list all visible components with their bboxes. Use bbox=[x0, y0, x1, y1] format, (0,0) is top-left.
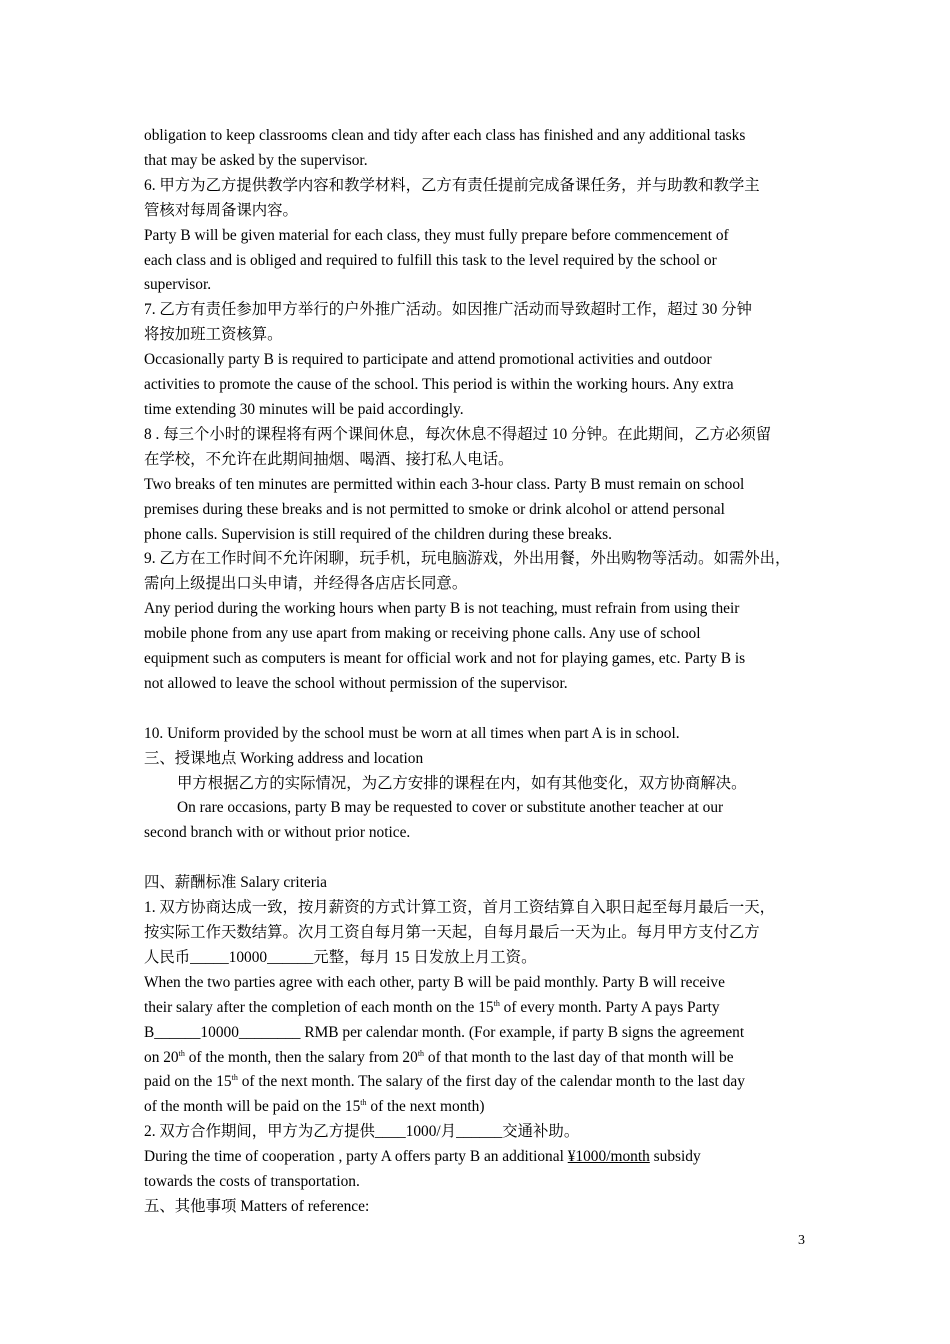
text-line: 按实际工作天数结算。次月工资自每月第一天起，自每月最后一天为止。每月甲方支付乙方 bbox=[144, 923, 760, 941]
text-line: towards the costs of transportation. bbox=[144, 1173, 360, 1191]
text-line: 人民币_____10000______元整，每月 15 日发放上月工资。 bbox=[144, 948, 537, 966]
text-line: B______10000________ RMB per calendar month. (For example, if party B signs the agreement bbox=[144, 1023, 745, 1041]
text-line: 甲方根据乙方的实际情况，为乙方安排的课程在内，如有其他变化，双方协商解决。 bbox=[177, 774, 747, 792]
text-line: 需向上级提出口头申请，并经得各店店长同意。 bbox=[144, 575, 468, 593]
text-line bbox=[144, 1095, 816, 1120]
text-run: of that month to the last day of that month will be bbox=[424, 1048, 734, 1066]
text-line: On rare occasions, party B may be requested to cover or substitute another teacher at our bbox=[177, 799, 724, 817]
ordinal-suffix: th bbox=[493, 998, 500, 1008]
text-line: phone calls. Supervision is still required of the children during these breaks. bbox=[144, 525, 613, 543]
text-line: not allowed to leave the school without permission of the supervisor. bbox=[144, 674, 568, 692]
ordinal-suffix: th bbox=[360, 1098, 367, 1108]
clause-7-heading: 7. 乙方有责任参加甲方举行的户外推广活动。如因推广活动而导致超时工作，超过 30 分钟 bbox=[144, 301, 752, 319]
text-line: that may be asked by the supervisor. bbox=[144, 151, 368, 169]
ordinal-suffix: th bbox=[178, 1048, 185, 1058]
page-body bbox=[144, 124, 816, 1220]
salary-clause-1: 1. 双方协商达成一致，按月薪资的方式计算工资，首月工资结算自入职日起至每月最后一天， bbox=[144, 899, 776, 917]
text-line: obligation to keep classrooms clean and tidy after each class has finished and any additional tasks bbox=[144, 127, 746, 144]
subsidy-amount: ¥1000/month bbox=[567, 1148, 650, 1166]
clause-10: 10. Uniform provided by the school must be worn at all times when part A is in school. bbox=[144, 724, 680, 742]
section-4-heading: 四、薪酬标准 Salary criteria bbox=[144, 874, 327, 892]
text-line bbox=[144, 1046, 816, 1071]
text-line bbox=[144, 1145, 816, 1170]
clause-6-heading: 6. 甲方为乙方提供教学内容和教学材料，乙方有责任提前完成备课任务，并与助教和教学主 bbox=[144, 176, 760, 194]
clause-8-heading: 8 . 每三个小时的课程将有两个课间休息，每次休息不得超过 10 分钟。在此期间，乙方必须留 bbox=[144, 425, 772, 443]
text-run: of the next month. The salary of the first day of the calendar month to the last day bbox=[237, 1073, 745, 1091]
text-run: of the month will be paid on the 15 bbox=[144, 1098, 361, 1116]
clause-9-heading: 9. 乙方在工作时间不允许闲聊，玩手机，玩电脑游戏，外出用餐，外出购物等活动。如需外出， bbox=[144, 550, 791, 568]
text-line: mobile phone from any use apart from making or receiving phone calls. Any use of school bbox=[144, 625, 701, 643]
ordinal-suffix: th bbox=[417, 1048, 425, 1058]
text-line: Any period during the working hours when party B is not teaching, must refrain from using their bbox=[144, 600, 740, 618]
text-run: of the month, then the salary from 20 bbox=[184, 1048, 418, 1066]
text-line: 将按加班工资核算。 bbox=[144, 326, 283, 344]
text-run: During the time of cooperation , party A offers party B an additional bbox=[144, 1148, 568, 1166]
text-line: activities to promote the cause of the school. This period is within the working hours. Any extra bbox=[144, 376, 734, 394]
text-line: Occasionally party B is required to participate and attend promotional activities and outdoor bbox=[144, 351, 712, 369]
text-line bbox=[144, 1070, 816, 1095]
text-line: equipment such as computers is meant for official work and not for playing games, etc. Party B is bbox=[144, 650, 746, 668]
text-line: When the two parties agree with each other, party B will be paid monthly. Party B will receive bbox=[144, 973, 725, 991]
text-run: paid on the 15 bbox=[144, 1073, 232, 1091]
text-line: Two breaks of ten minutes are permitted within each 3-hour class. Party B must remain on school bbox=[144, 475, 745, 493]
text-line: premises during these breaks and is not permitted to smoke or drink alcohol or attend personal bbox=[144, 500, 725, 518]
section-5-heading: 五、其他事项 Matters of reference: bbox=[144, 1197, 370, 1215]
ordinal-suffix: th bbox=[231, 1073, 238, 1083]
blank-line bbox=[144, 846, 816, 871]
text-run: of the next month) bbox=[366, 1098, 485, 1116]
section-3-heading: 三、授课地点 Working address and location bbox=[144, 749, 424, 767]
blank-line bbox=[144, 697, 816, 722]
text-line: Party B will be given material for each class, they must fully prepare before commencement of bbox=[144, 226, 729, 244]
text-line: 在学校，不允许在此期间抽烟、喝酒、接打私人电话。 bbox=[144, 450, 514, 468]
text-run: subsidy bbox=[649, 1148, 701, 1166]
text-line: each class and is obliged and required to fulfill this task to the level required by the school or bbox=[144, 251, 717, 269]
text-run: on 20 bbox=[144, 1048, 179, 1066]
text-line: 管核对每周备课内容。 bbox=[144, 201, 298, 219]
text-line: second branch with or without prior notice. bbox=[144, 824, 411, 842]
text-line bbox=[144, 996, 816, 1021]
page-number: 3 bbox=[798, 1233, 805, 1248]
text-line: time extending 30 minutes will be paid accordingly. bbox=[144, 400, 464, 418]
text-line: supervisor. bbox=[144, 276, 212, 294]
text-run: of every month. Party A pays Party bbox=[499, 998, 720, 1016]
salary-clause-2: 2. 双方合作期间，甲方为乙方提供____1000/月______交通补助。 bbox=[144, 1123, 580, 1141]
text-run: their salary after the completion of each month on the 15 bbox=[144, 998, 494, 1016]
